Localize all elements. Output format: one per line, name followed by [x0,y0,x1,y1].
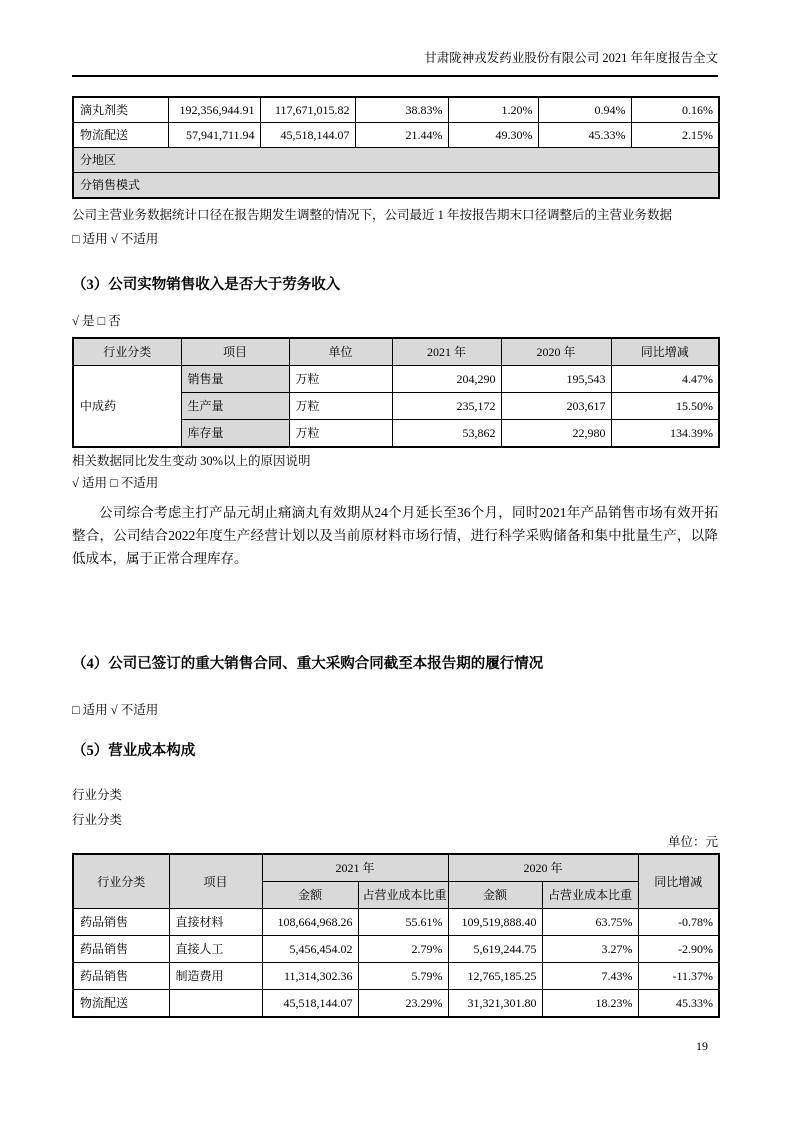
heading-major-contracts: （4）公司已签订的重大销售合同、重大采购合同截至本报告期的履行情况 [72,656,544,672]
table-cell: 53,862 [392,420,501,448]
table-row [73,936,719,963]
column-header: 单位 [289,338,392,366]
table-cell: 2.79% [358,936,448,963]
table-cell: 12,765,185.25 [448,963,542,990]
table-cell: 134.39% [611,420,719,448]
table-cell: 23.29% [358,990,448,1018]
table-cell: 45,518,144.07 [260,123,355,148]
column-header: 占营业成本比重 [542,882,638,909]
section-row-sales-mode [73,173,719,199]
table-cell: 万粒 [289,420,392,448]
table-cell: 109,519,888.40 [448,909,542,936]
table-cell: 物流配送 [73,990,169,1018]
column-header: 2020 年 [448,854,638,882]
column-header: 行业分类 [73,338,181,366]
unit-label: 单位：元 [667,835,718,849]
column-header: 同比增减 [611,338,719,366]
table-cell: 1.20% [448,97,538,123]
table-cell: -2.90% [638,936,719,963]
table-row [73,123,719,148]
table-cell: 销售量 [181,366,289,393]
table-cell: 49.30% [448,123,538,148]
table-cell: 库存量 [181,420,289,448]
operating-cost-table [72,853,720,1018]
table-cell: 5,619,244.75 [448,936,542,963]
table-cell: 11,314,302.36 [262,963,358,990]
table-cell: 生产量 [181,393,289,420]
table-cell: 117,671,015.82 [260,97,355,123]
table-cell: 57,941,711.94 [168,123,260,148]
applicability-line-adjustment: □ 适用 √ 不适用 [72,232,159,246]
column-header: 项目 [181,338,289,366]
table-cell: 63.75% [542,909,638,936]
table-cell: 药品销售 [73,936,169,963]
table-cell: 分销售模式 [73,173,719,199]
industry-classification-label: 行业分类 [72,788,123,802]
table-cell: 235,172 [392,393,501,420]
table-cell: 45.33% [638,990,719,1018]
table-cell: 直接材料 [169,909,262,936]
table-row [73,963,719,990]
table-cell: 0.94% [538,97,631,123]
note-change-reason: 相关数据同比发生变动 30%以上的原因说明 [72,454,311,468]
table-cell: 物流配送 [73,123,168,148]
column-header: 同比增减 [638,854,719,909]
table-header-row [73,338,719,366]
table-cell: 3.27% [542,936,638,963]
industry-classification-label: 行业分类 [72,813,123,827]
table-cell: 22,980 [501,420,611,448]
table-cell: 制造费用 [169,963,262,990]
table-header-row [73,854,719,882]
applicability-line-change: √ 适用 □ 不适用 [72,476,159,490]
table-cell: 45,518,144.07 [262,990,358,1018]
table-cell: 38.83% [355,97,448,123]
industry-cell: 中成药 [73,366,181,448]
table-cell: 分地区 [73,148,719,173]
table-cell: 21.44% [355,123,448,148]
column-header: 2021 年 [262,854,448,882]
main-business-table [72,96,720,199]
table-cell: 2.15% [631,123,719,148]
table-row [73,909,719,936]
table-cell: 7.43% [542,963,638,990]
table-cell [169,990,262,1018]
page-header-title: 甘肃陇神戎发药业股份有限公司 2021 年年度报告全文 [72,50,718,77]
table-cell: 5.79% [358,963,448,990]
table-cell: 4.47% [611,366,719,393]
column-header: 行业分类 [73,854,169,909]
column-header: 2020 年 [501,338,611,366]
table-cell: 万粒 [289,366,392,393]
table-row [73,366,719,393]
table-cell: 192,356,944.91 [168,97,260,123]
table-cell: 药品销售 [73,963,169,990]
table-cell: 滴丸剂类 [73,97,168,123]
heading-operating-cost: （5）营业成本构成 [72,743,196,759]
column-header: 占营业成本比重 [358,882,448,909]
table-cell: -11.37% [638,963,719,990]
table-cell: 108,664,968.26 [262,909,358,936]
table-cell: 203,617 [501,393,611,420]
table-cell: 药品销售 [73,909,169,936]
column-header: 金额 [448,882,542,909]
table-cell: 204,290 [392,366,501,393]
heading-physical-sales: （3）公司实物销售收入是否大于劳务收入 [72,277,341,293]
column-header: 金额 [262,882,358,909]
table-cell: 万粒 [289,393,392,420]
table-cell: 195,543 [501,366,611,393]
table-cell: 45.33% [538,123,631,148]
table-cell: 18.23% [542,990,638,1018]
table-row [73,990,719,1018]
column-header: 2021 年 [392,338,501,366]
table-cell: 31,321,301.80 [448,990,542,1018]
table-cell: 0.16% [631,97,719,123]
page-number: 19 [696,1039,708,1053]
table-cell: 55.61% [358,909,448,936]
note-statistics-adjustment: 公司主营业务数据统计口径在报告期发生调整的情况下，公司最近 1 年按报告期末口径调整后的主营业务数据 [72,208,673,222]
physical-sales-table [72,337,720,448]
yes-no-line: √ 是 □ 否 [72,314,121,328]
applicability-line-contracts: □ 适用 √ 不适用 [72,703,159,717]
table-cell: 直接人工 [169,936,262,963]
table-cell: -0.78% [638,909,719,936]
table-cell: 15.50% [611,393,719,420]
table-cell: 5,456,454.02 [262,936,358,963]
explanation-paragraph: 公司综合考虑主打产品元胡止痛滴丸有效期从24个月延长至36个月，同时2021年产品销售市场有效开拓整合，公司结合2022年度生产经营计划以及当前原材料市场行情，进行科学采购储备和集中批量生产，以降低成本，属于正常合理库存。 [72,505,718,566]
column-header: 项目 [169,854,262,909]
table-row [73,97,719,123]
section-row-region [73,148,719,173]
